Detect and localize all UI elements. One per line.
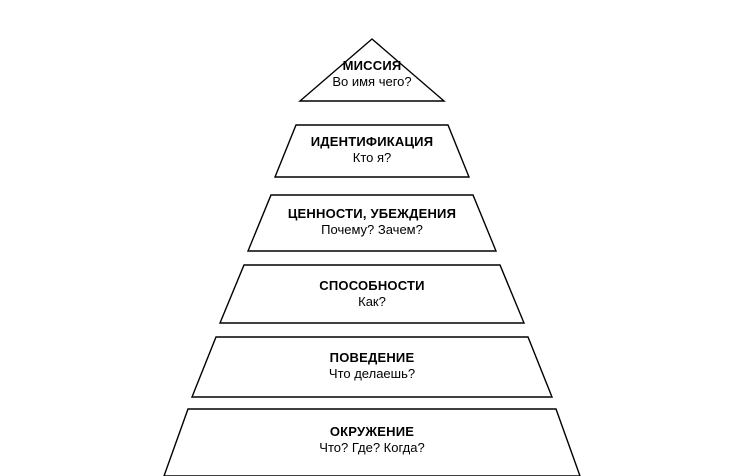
- environment-text-block: [0, 424, 744, 457]
- values-text-block: [0, 206, 744, 239]
- identification-title: ИДЕНТИФИКАЦИЯ: [310, 134, 434, 149]
- capabilities-subtitle: Как?: [358, 294, 386, 310]
- behavior-text-block: [0, 350, 744, 383]
- pyramid-level-behavior: [0, 334, 744, 400]
- behavior-subtitle: Что делаешь?: [328, 366, 416, 382]
- pyramid-level-environment: [0, 406, 744, 476]
- capabilities-title: СПОСОБНОСТИ: [319, 278, 425, 293]
- environment-subtitle: Что? Где? Когда?: [319, 440, 425, 456]
- pyramid-level-values: [0, 192, 744, 254]
- pyramid-level-capabilities: [0, 262, 744, 326]
- identification-subtitle: Кто я?: [352, 150, 392, 166]
- identification-text-block: [0, 134, 744, 167]
- mission-subtitle: Во имя чего?: [332, 74, 412, 90]
- pyramid-level-mission: [0, 36, 744, 104]
- values-subtitle: Почему? Зачем?: [321, 222, 423, 238]
- mission-text-block: [0, 58, 744, 91]
- values-title: ЦЕННОСТИ, УБЕЖДЕНИЯ: [287, 206, 457, 221]
- mission-title: МИССИЯ: [342, 58, 402, 73]
- behavior-title: ПОВЕДЕНИЕ: [329, 350, 415, 365]
- capabilities-text-block: [0, 278, 744, 311]
- environment-title: ОКРУЖЕНИЕ: [329, 424, 415, 439]
- pyramid-level-identification: [0, 122, 744, 180]
